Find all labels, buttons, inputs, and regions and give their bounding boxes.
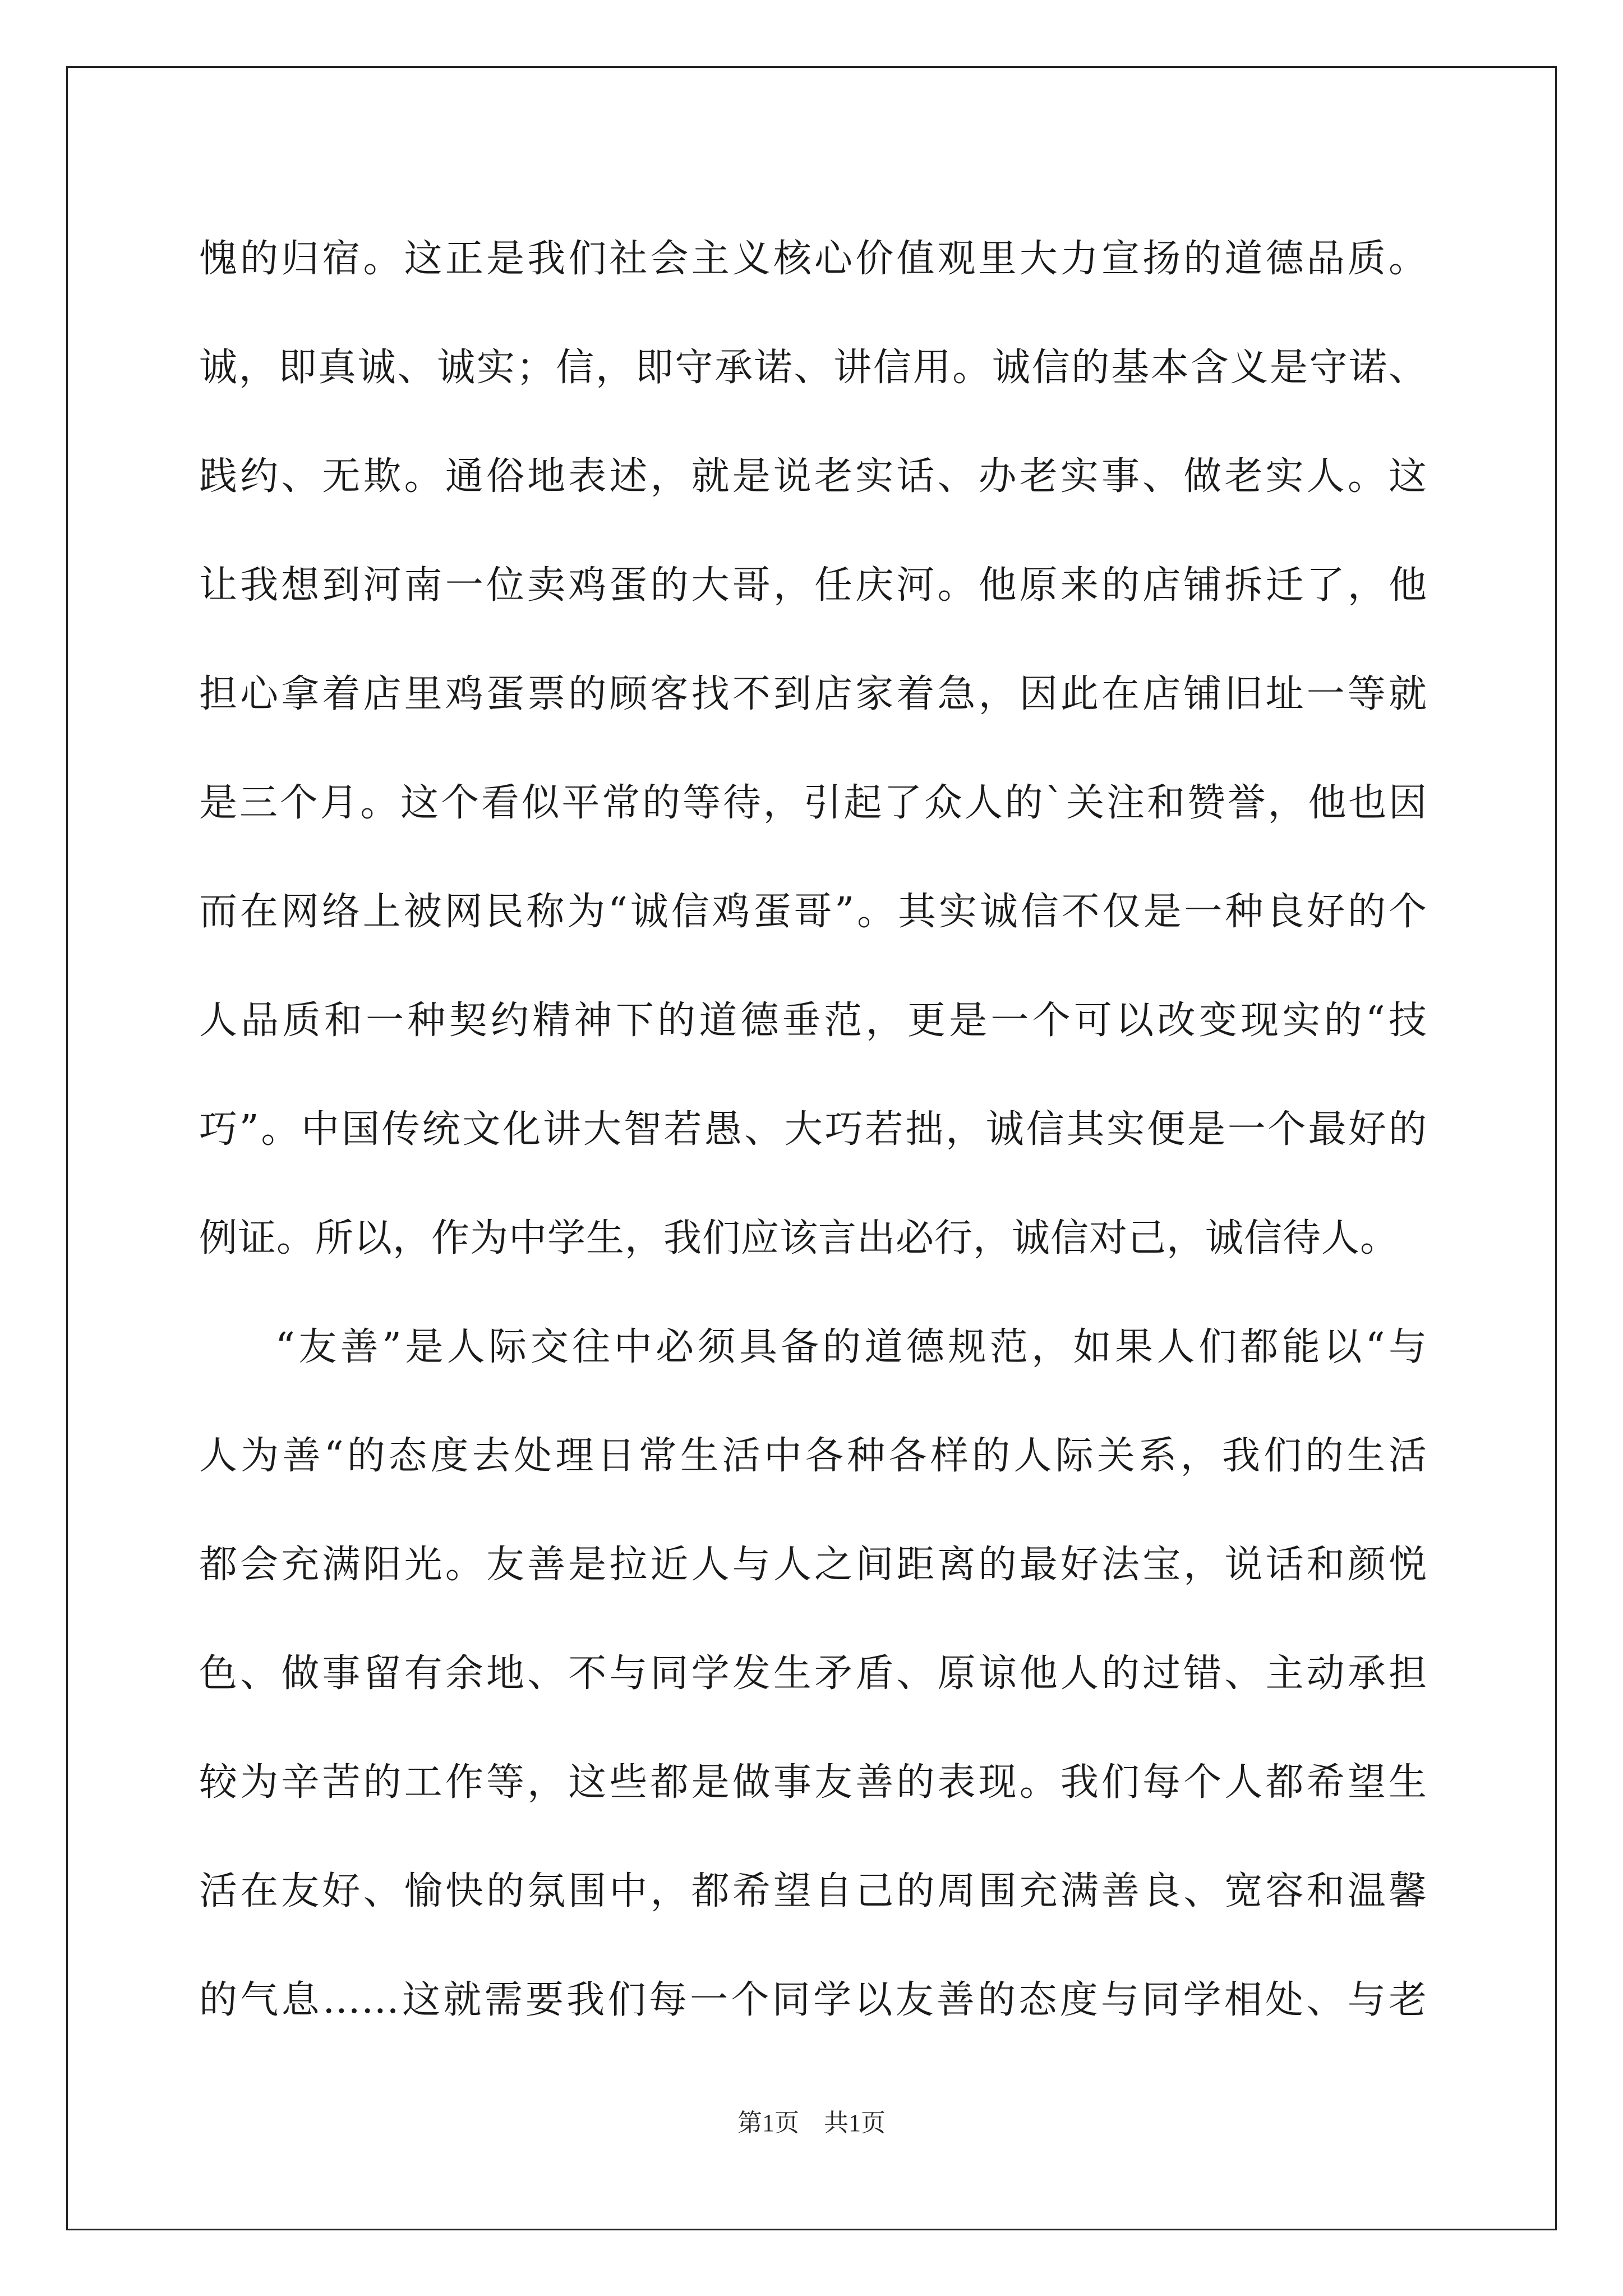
text-line: “友善”是人际交往中必须具备的道德规范，如果人们都能以“与	[275, 1325, 1427, 1369]
page-number-footer: 第1页 共1页	[737, 2109, 886, 2137]
text-line: 是三个月。这个看似平常的等待，引起了众人的`关注和赞誉，他也因	[199, 781, 1427, 825]
text-line: 践约、无欺。通俗地表述，就是说老实话、办老实事、做老实人。这	[199, 454, 1427, 499]
text-line: 人为善“的态度去处理日常生活中各种各样的人际关系，我们的生活	[199, 1434, 1427, 1478]
text-line: 的气息……这就需要我们每一个同学以友善的态度与同学相处、与老	[199, 1978, 1427, 2022]
text-line: 诚，即真诚、诚实；信，即守承诺、讲信用。诚信的基本含义是守诺、	[199, 346, 1427, 390]
text-line: 色、做事留有余地、不与同学发生矛盾、原谅他人的过错、主动承担	[199, 1651, 1427, 1696]
text-line: 活在友好、愉快的氛围中，都希望自己的周围充满善良、宽容和温馨	[199, 1869, 1427, 1913]
text-line: 例证。所以，作为中学生，我们应该言出必行，诚信对己，诚信待人。	[199, 1216, 1399, 1260]
text-line: 巧”。中国传统文化讲大智若愚、大巧若拙，诚信其实便是一个最好的	[199, 1107, 1427, 1152]
text-line: 担心拿着店里鸡蛋票的顾客找不到店家着急，因此在店铺旧址一等就	[199, 672, 1427, 716]
body-text	[199, 205, 1427, 2055]
text-line: 愧的归宿。这正是我们社会主义核心价值观里大力宣扬的道德品质。	[199, 237, 1427, 281]
text-line: 都会充满阳光。友善是拉近人与人之间距离的最好法宝，说话和颜悦	[199, 1543, 1427, 1587]
text-line: 人品质和一种契约精神下的道德垂范，更是一个可以改变现实的“技	[199, 999, 1427, 1043]
text-line: 较为辛苦的工作等，这些都是做事友善的表现。我们每个人都希望生	[199, 1760, 1427, 1805]
text-line: 而在网络上被网民称为“诚信鸡蛋哥”。其实诚信不仅是一种良好的个	[199, 890, 1427, 934]
text-line: 让我想到河南一位卖鸡蛋的大哥，任庆河。他原来的店铺拆迁了，他	[199, 563, 1427, 608]
